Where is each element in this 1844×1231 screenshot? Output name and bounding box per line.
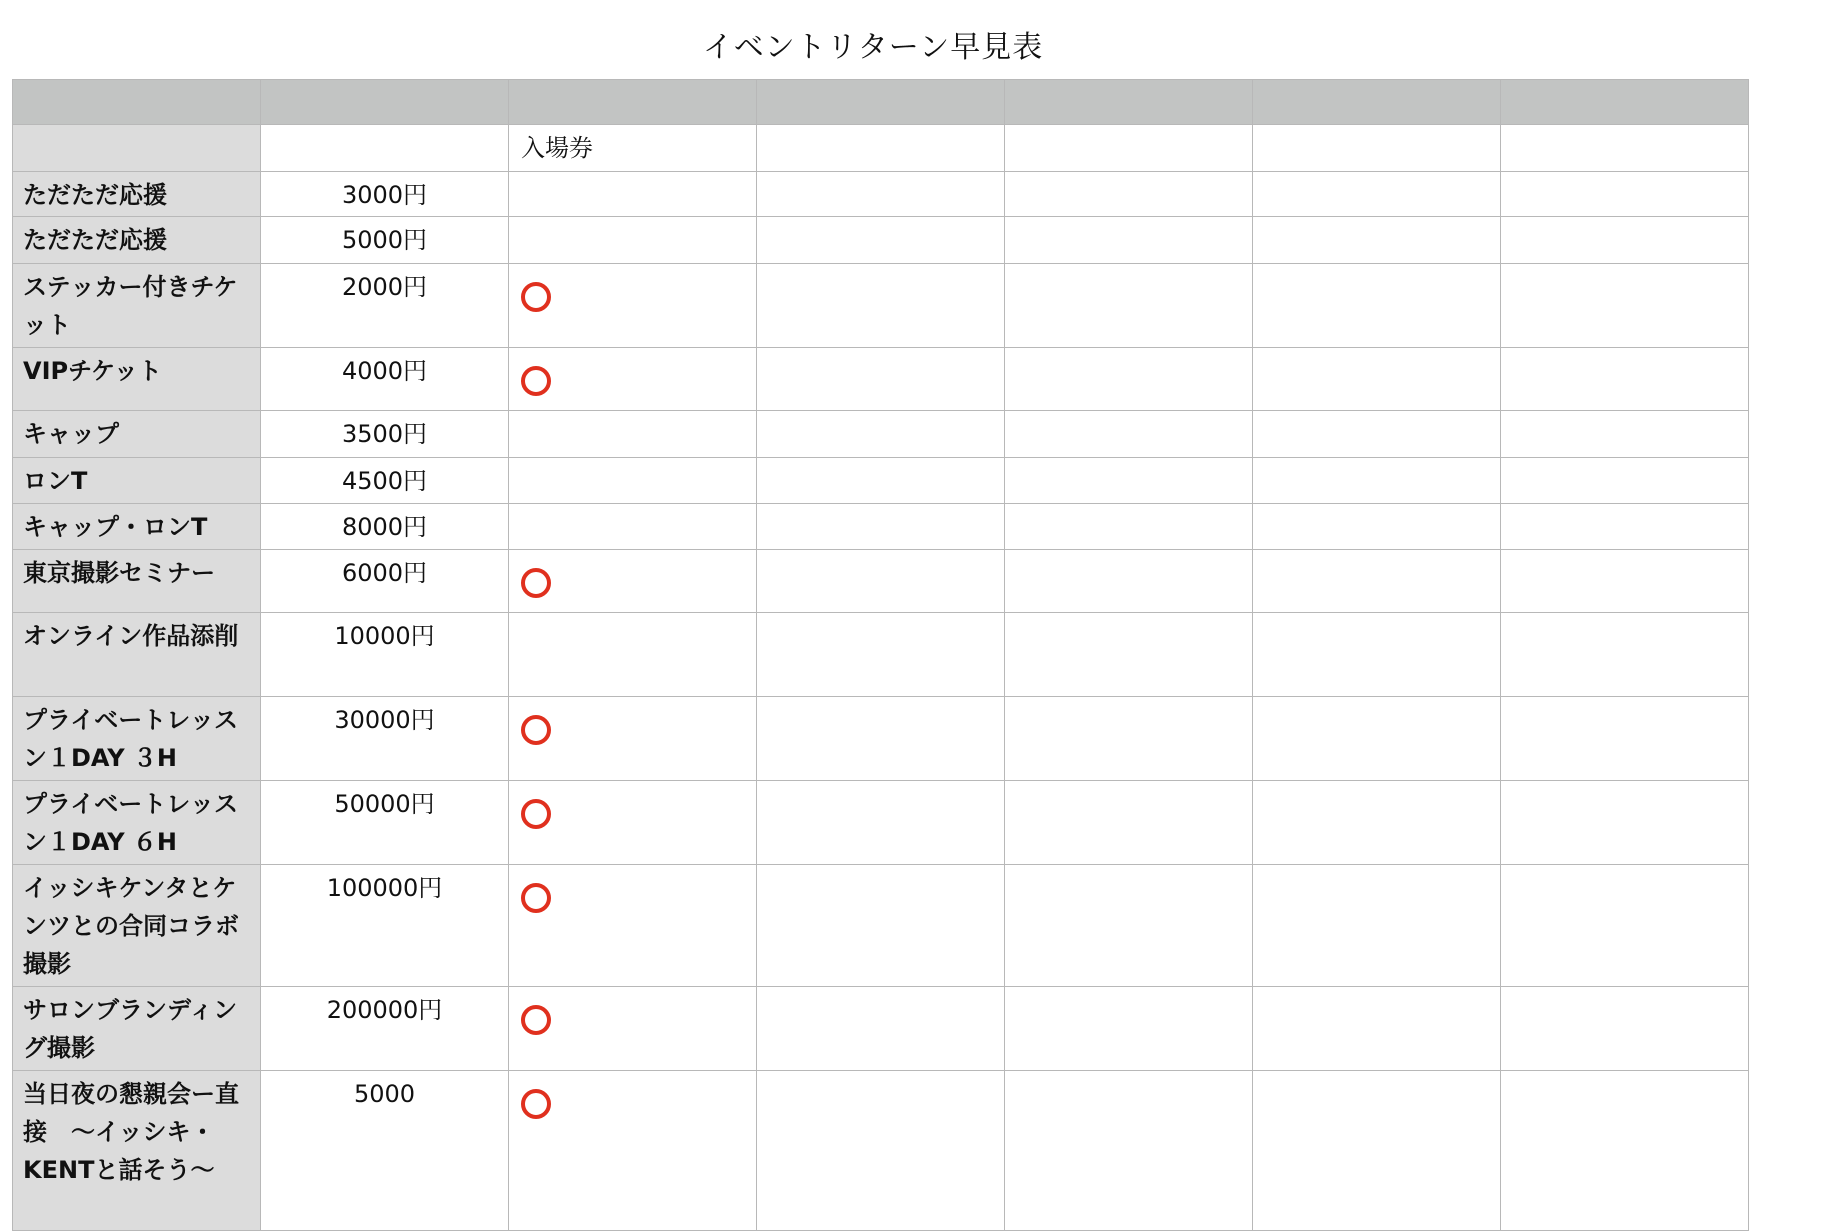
cell[interactable]: [1501, 125, 1749, 172]
item-name-cell[interactable]: ただただ応援: [13, 172, 261, 217]
empty-cell[interactable]: [757, 348, 1005, 411]
table-row: [13, 987, 1749, 1071]
empty-cell[interactable]: [1501, 781, 1749, 865]
empty-cell[interactable]: [757, 987, 1005, 1071]
item-name-cell[interactable]: キャップ: [13, 411, 261, 458]
table-row: [13, 458, 1749, 504]
subheader-row: [13, 125, 1749, 172]
empty-cell[interactable]: [1501, 172, 1749, 217]
table-row: [13, 264, 1749, 348]
empty-cell[interactable]: [1501, 348, 1749, 411]
empty-cell[interactable]: [1005, 550, 1253, 613]
empty-cell[interactable]: [1253, 1071, 1501, 1231]
empty-cell[interactable]: [1005, 697, 1253, 781]
item-name-cell[interactable]: ロンT: [13, 458, 261, 504]
empty-cell[interactable]: [1501, 264, 1749, 348]
empty-cell[interactable]: [1501, 217, 1749, 264]
price-cell[interactable]: 10000円: [261, 613, 509, 697]
price-cell[interactable]: 5000円: [261, 217, 509, 264]
item-name-cell[interactable]: プライベートレッスン１DAY ６H: [13, 781, 261, 865]
empty-cell[interactable]: [1501, 865, 1749, 987]
table-row: [13, 781, 1749, 865]
red-circle-icon: [521, 883, 551, 913]
header-cell[interactable]: [1253, 80, 1501, 125]
cell[interactable]: [13, 125, 261, 172]
red-circle-icon: [521, 568, 551, 598]
item-name-cell[interactable]: ステッカー付きチケット: [13, 264, 261, 348]
table-row: [13, 504, 1749, 550]
header-cell[interactable]: [757, 80, 1005, 125]
return-table: [12, 79, 1749, 1231]
ticket-cell[interactable]: [509, 1071, 757, 1231]
page-title: イベントリターン早見表: [702, 30, 1044, 65]
header-cell[interactable]: [1501, 80, 1749, 125]
price-cell[interactable]: 8000円: [261, 504, 509, 550]
empty-cell[interactable]: [1501, 613, 1749, 697]
empty-cell[interactable]: [1501, 504, 1749, 550]
ticket-cell[interactable]: [509, 411, 757, 458]
empty-cell[interactable]: [1005, 613, 1253, 697]
item-name-cell[interactable]: ただただ応援: [13, 217, 261, 264]
price-cell[interactable]: 50000円: [261, 781, 509, 865]
table-row: [13, 1071, 1749, 1231]
empty-cell[interactable]: [1253, 348, 1501, 411]
empty-cell[interactable]: [1005, 217, 1253, 264]
price-cell[interactable]: 200000円: [261, 987, 509, 1071]
header-row: [13, 80, 1749, 125]
empty-cell[interactable]: [757, 172, 1005, 217]
price-cell[interactable]: 6000円: [261, 550, 509, 613]
empty-cell[interactable]: [757, 458, 1005, 504]
price-cell[interactable]: 30000円: [261, 697, 509, 781]
cell[interactable]: [1253, 125, 1501, 172]
empty-cell[interactable]: [757, 264, 1005, 348]
empty-cell[interactable]: [757, 865, 1005, 987]
empty-cell[interactable]: [1005, 504, 1253, 550]
empty-cell[interactable]: [1005, 865, 1253, 987]
ticket-cell[interactable]: [509, 781, 757, 865]
empty-cell[interactable]: [1501, 697, 1749, 781]
item-name-cell[interactable]: キャップ・ロンT: [13, 504, 261, 550]
empty-cell[interactable]: [1501, 987, 1749, 1071]
cell[interactable]: [1005, 125, 1253, 172]
price-cell[interactable]: 4500円: [261, 458, 509, 504]
ticket-cell[interactable]: [509, 264, 757, 348]
ticket-cell[interactable]: [509, 697, 757, 781]
item-name-cell[interactable]: VIPチケット: [13, 348, 261, 411]
empty-cell[interactable]: [1005, 781, 1253, 865]
price-cell[interactable]: 3000円: [261, 172, 509, 217]
red-circle-icon: [521, 799, 551, 829]
ticket-column-label[interactable]: 入場券: [509, 125, 757, 172]
empty-cell[interactable]: [1253, 458, 1501, 504]
empty-cell[interactable]: [1005, 348, 1253, 411]
item-name-cell[interactable]: サロンブランディング撮影: [13, 987, 261, 1071]
header-cell[interactable]: [13, 80, 261, 125]
empty-cell[interactable]: [757, 217, 1005, 264]
empty-cell[interactable]: [757, 613, 1005, 697]
empty-cell[interactable]: [1253, 411, 1501, 458]
item-name-cell[interactable]: オンライン作品添削: [13, 613, 261, 697]
red-circle-icon: [521, 366, 551, 396]
ticket-cell[interactable]: [509, 550, 757, 613]
empty-cell[interactable]: [1253, 172, 1501, 217]
empty-cell[interactable]: [1253, 987, 1501, 1071]
header-cell[interactable]: [261, 80, 509, 125]
ticket-cell[interactable]: [509, 613, 757, 697]
empty-cell[interactable]: [1253, 781, 1501, 865]
empty-cell[interactable]: [1501, 458, 1749, 504]
cell[interactable]: [261, 125, 509, 172]
item-name-cell[interactable]: 当日夜の懇親会ー直接 〜イッシキ・KENTと話そう〜: [13, 1071, 261, 1231]
empty-cell[interactable]: [757, 697, 1005, 781]
table-row: [13, 172, 1749, 217]
red-circle-icon: [521, 1005, 551, 1035]
empty-cell[interactable]: [1005, 172, 1253, 217]
empty-cell[interactable]: [1253, 550, 1501, 613]
empty-cell[interactable]: [1005, 458, 1253, 504]
table-row: [13, 613, 1749, 697]
empty-cell[interactable]: [757, 550, 1005, 613]
empty-cell[interactable]: [1501, 1071, 1749, 1231]
table-row: [13, 348, 1749, 411]
header-cell[interactable]: [509, 80, 757, 125]
item-name-cell[interactable]: プライベートレッスン１DAY ３H: [13, 697, 261, 781]
empty-cell[interactable]: [1005, 264, 1253, 348]
red-circle-icon: [521, 282, 551, 312]
price-cell[interactable]: 3500円: [261, 411, 509, 458]
ticket-cell[interactable]: [509, 458, 757, 504]
ticket-cell[interactable]: [509, 865, 757, 987]
item-name-cell[interactable]: 東京撮影セミナー: [13, 550, 261, 613]
ticket-cell[interactable]: [509, 348, 757, 411]
table-row: [13, 865, 1749, 987]
empty-cell[interactable]: [1253, 697, 1501, 781]
ticket-cell[interactable]: [509, 504, 757, 550]
empty-cell[interactable]: [757, 504, 1005, 550]
ticket-cell[interactable]: [509, 217, 757, 264]
price-cell[interactable]: 100000円: [261, 865, 509, 987]
red-circle-icon: [521, 715, 551, 745]
item-name-cell[interactable]: イッシキケンタとケンツとの合同コラボ撮影: [13, 865, 261, 987]
empty-cell[interactable]: [757, 1071, 1005, 1231]
price-cell[interactable]: 5000: [261, 1071, 509, 1231]
empty-cell[interactable]: [1501, 550, 1749, 613]
table-row: [13, 217, 1749, 264]
price-cell[interactable]: 4000円: [261, 348, 509, 411]
table-row: [13, 697, 1749, 781]
empty-cell[interactable]: [1253, 865, 1501, 987]
empty-cell[interactable]: [1253, 613, 1501, 697]
ticket-cell[interactable]: [509, 987, 757, 1071]
empty-cell[interactable]: [757, 411, 1005, 458]
header-cell[interactable]: [1005, 80, 1253, 125]
ticket-cell[interactable]: [509, 172, 757, 217]
empty-cell[interactable]: [1005, 1071, 1253, 1231]
table-row: [13, 550, 1749, 613]
empty-cell[interactable]: [1005, 987, 1253, 1071]
empty-cell[interactable]: [1501, 411, 1749, 458]
empty-cell[interactable]: [1253, 264, 1501, 348]
red-circle-icon: [521, 1089, 551, 1119]
empty-cell[interactable]: [1253, 504, 1501, 550]
empty-cell[interactable]: [757, 781, 1005, 865]
table-row: [13, 411, 1749, 458]
empty-cell[interactable]: [1005, 411, 1253, 458]
cell[interactable]: [757, 125, 1005, 172]
price-cell[interactable]: 2000円: [261, 264, 509, 348]
empty-cell[interactable]: [1253, 217, 1501, 264]
